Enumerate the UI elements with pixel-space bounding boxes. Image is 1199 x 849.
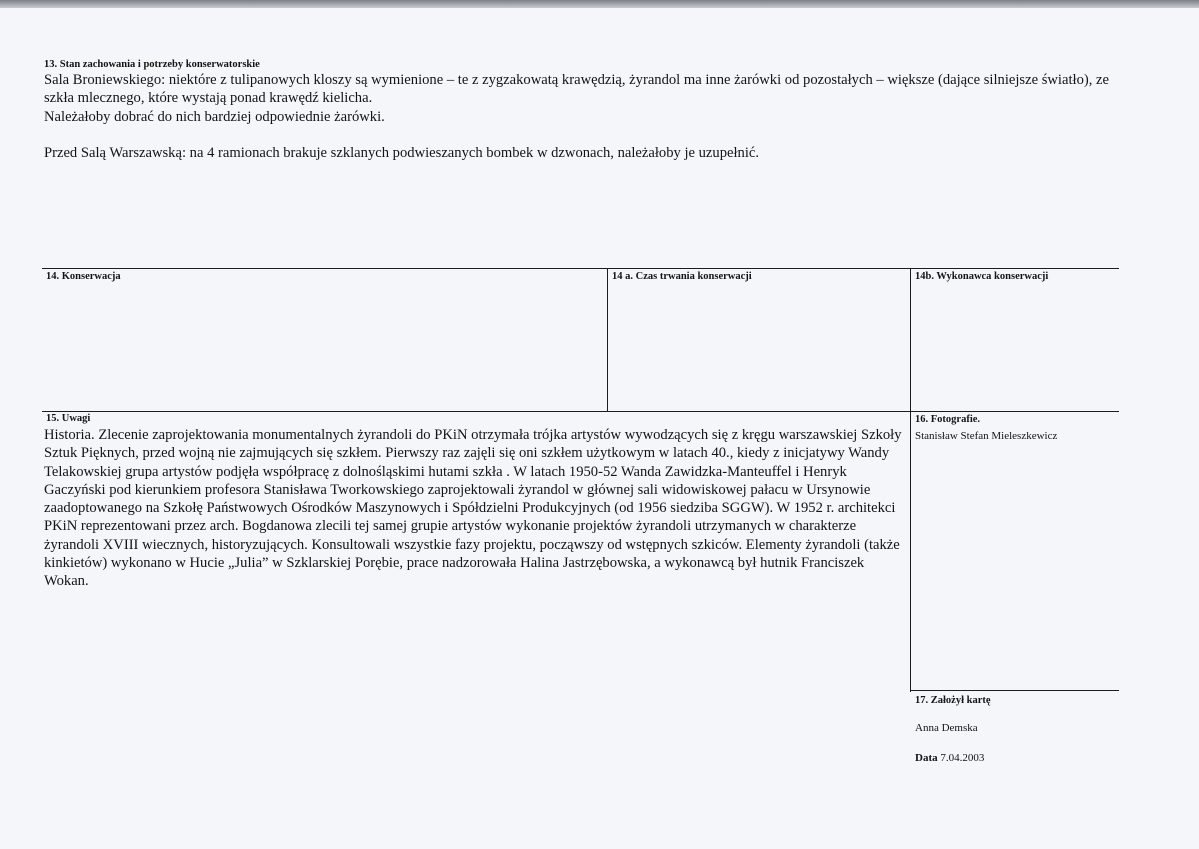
- section-15-label: 15. Uwagi: [46, 413, 91, 424]
- section-13-paragraph-3: Przed Salą Warszawską: na 4 ramionach brakuje szklanych podwieszanych bombek w dzwonach, należałoby je uzupełnić.: [44, 145, 760, 162]
- section-13-paragraph-1: Sala Broniewskiego: niektóre z tulipanowych kloszy są wymienione – te z zygzakowatą krawędzią, żyrandol ma inne żarówki od pozostałych – większe (dające silniejsze światło), ze szkła mlecznego, które wystają ponad krawędź kielicha.: [44, 72, 1109, 107]
- section-17-label: 17. Założył kartę: [915, 695, 991, 706]
- section-14b-label: 14b. Wykonawca konserwacji: [915, 271, 1049, 282]
- photographer-name: Stanisław Stefan Mieleszkewicz: [915, 430, 1058, 442]
- rule-above-section-15: [42, 411, 1119, 412]
- scan-top-edge: [0, 0, 1199, 8]
- card-author: Anna Demska: [915, 722, 978, 734]
- section-13-text: [44, 71, 1119, 162]
- divider-14a-14b: [910, 268, 911, 692]
- section-13-paragraph-2: Należałoby dobrać do nich bardziej odpowiednie żarówki.: [44, 108, 385, 125]
- card-date-value: 7.04.2003: [940, 752, 985, 764]
- section-14-label: 14. Konserwacja: [46, 271, 121, 282]
- card-date: [915, 752, 984, 764]
- card-date-label: Data: [915, 752, 938, 764]
- divider-14-14a: [607, 268, 608, 412]
- section-14a-label: 14 a. Czas trwania konserwacji: [612, 271, 752, 282]
- rule-above-section-17: [910, 690, 1119, 691]
- section-13-label: 13. Stan zachowania i potrzeby konserwatorskie: [44, 59, 260, 70]
- rule-above-section-14: [42, 268, 1119, 269]
- section-16-label: 16. Fotografie.: [915, 414, 981, 425]
- section-15-text: Historia. Zlecenie zaprojektowania monumentalnych żyrandoli do PKiN otrzymała trójka artystów wywodzących się z kręgu warszawskiej Szkoły Sztuk Pięknych, przed wojną nie zajmujących się szkłem. Pierwszy raz zajęli się oni szkłem użytkowym w latach 40., kiedy z inicjatywy Wandy Telakowskiej grupa artystów podjęła współpracę z dolnośląskimi hutami szkła . W latach 1950-52 Wanda Zawidzka-Manteuffel i Henryk Gaczyński pod kierunkiem profesora Stanisława Tworkowskiego zaprojektowali żyrandol w głównej sali widowiskowej pałacu w Ursynowie zaadoptowanego na Szkołę Państwowych Ośrodków Maszynowych i Spółdzielni Produkcyjnych (od 1956 siedziba SGGW). W 1952 r. architekci PKiN reprezentowani przez arch. Bogdanowa zlecili tej samej grupie artystów wykonanie projektów żyrandoli utrzymanych w charakterze żyrandoli XVIII wiecznych, historyzujących. Konsultowali wszystkie fazy projektu, począwszy od wstępnych szkiców. Elementy żyrandoli (także kinkietów) wykonano w Hucie „Julia” w Szklarskiej Porębie, prace nadzorowała Halina Jastrzębowska, a wykonawcą był hutnik Franciszek Wokan.: [44, 427, 902, 590]
